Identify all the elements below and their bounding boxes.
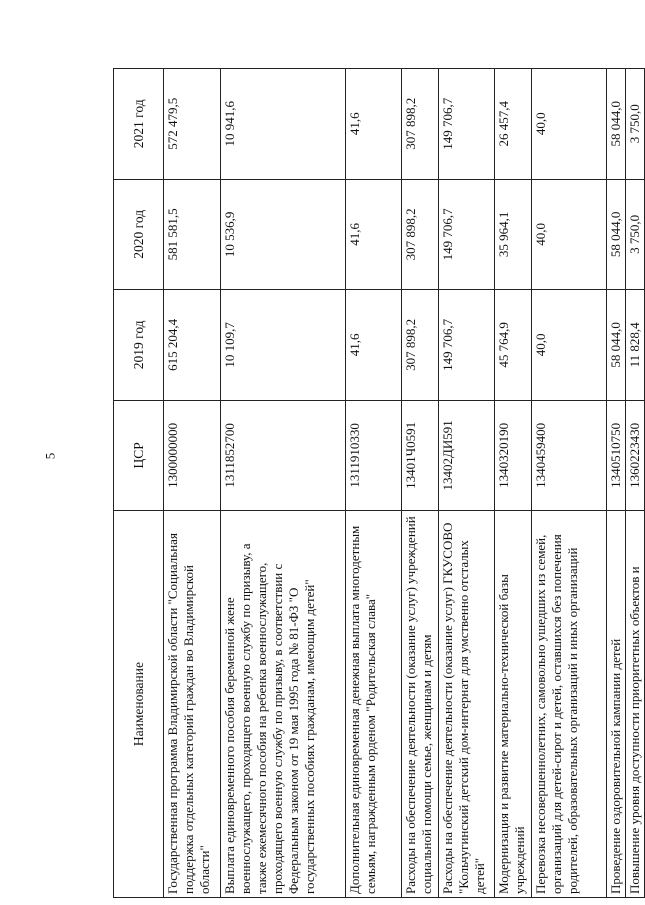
row-2021: 40,0 <box>532 69 607 180</box>
row-2021: 3 750,0 <box>626 69 645 180</box>
header-csr: ЦСР <box>114 400 164 511</box>
row-2019: 11 828,4 <box>626 290 645 401</box>
row-2020: 58 044,0 <box>607 179 626 290</box>
row-2021: 307 898,2 <box>402 69 439 180</box>
row-2020: 581 581,5 <box>164 179 221 290</box>
row-2020: 40,0 <box>532 179 607 290</box>
row-csr: 13402ДИ591 <box>439 400 495 511</box>
row-name: Расходы на обеспечение деятельности (оказание услуг) ГКУСОВО "Кольчугинский детский дом-интернат для умственно отсталых детей" <box>439 511 495 898</box>
row-csr: 1340320190 <box>495 400 532 511</box>
table-row <box>532 69 607 898</box>
row-2021: 41,6 <box>346 69 402 180</box>
row-csr: 1300000000 <box>164 400 221 511</box>
header-2020: 2020 год <box>114 179 164 290</box>
header-name: Наименование <box>114 511 164 898</box>
row-csr: 13401Ч0591 <box>402 400 439 511</box>
row-csr: 1311852700 <box>221 400 346 511</box>
row-2019: 58 044,0 <box>607 290 626 401</box>
header-2021: 2021 год <box>114 69 164 180</box>
row-name: Дополнительная единовременная денежная выплата многодетным семьям, награжденным орденом "Родительская слава" <box>346 511 402 898</box>
row-2021: 58 044,0 <box>607 69 626 180</box>
row-2021: 10 941,6 <box>221 69 346 180</box>
row-name: Перевозка несовершеннолетних, самовольно ушедших из семей, организаций для детей-сирот и детей, оставшихся без попечения родителей, образовательных организаций и иных организаций <box>532 511 607 898</box>
row-2019: 45 764,9 <box>495 290 532 401</box>
row-2020: 149 706,7 <box>439 179 495 290</box>
budget-table-rotated <box>113 68 642 898</box>
row-name: Модернизация и развитие материально-технической базы учреждений <box>495 511 532 898</box>
table-row <box>439 69 495 898</box>
row-2020: 3 750,0 <box>626 179 645 290</box>
table-row <box>164 69 221 898</box>
row-2019: 615 204,4 <box>164 290 221 401</box>
row-name: Расходы на обеспечение деятельности (оказание услуг) учреждений социальной помощи семье, женщинам и детям <box>402 511 439 898</box>
row-2020: 35 964,1 <box>495 179 532 290</box>
table-row <box>607 69 626 898</box>
row-2020: 307 898,2 <box>402 179 439 290</box>
row-2019: 41,6 <box>346 290 402 401</box>
row-2019: 10 109,7 <box>221 290 346 401</box>
row-2021: 149 706,7 <box>439 69 495 180</box>
row-2021: 26 457,4 <box>495 69 532 180</box>
row-name: Проведение оздоровительной кампании детей <box>607 511 626 898</box>
budget-table <box>113 68 645 898</box>
header-2019: 2019 год <box>114 290 164 401</box>
row-2019: 307 898,2 <box>402 290 439 401</box>
row-csr: 1340510750 <box>607 400 626 511</box>
table-row <box>221 69 346 898</box>
row-2020: 41,6 <box>346 179 402 290</box>
table-row <box>626 69 645 898</box>
row-csr: 1360223430 <box>626 400 645 511</box>
row-name: Государственная программа Владимирской области "Социальная поддержка отдельных категорий граждан во Владимирской области" <box>164 511 221 898</box>
row-csr: 1340459400 <box>532 400 607 511</box>
table-row <box>495 69 532 898</box>
page-number: 5 <box>42 452 58 460</box>
table-row <box>346 69 402 898</box>
row-name: Выплата единовременного пособия беременной жене военнослужащего, проходящего военную службу по призыву, а также ежемесячного пособия на ребенка военнослужащего, проходящего военную службу по призыву, в соответствии с Федеральным законом от 19 мая 1995 года № 81-ФЗ "О государственных пособиях гражданам, имеющим детей" <box>221 511 346 898</box>
row-csr: 1311910330 <box>346 400 402 511</box>
row-2020: 10 536,9 <box>221 179 346 290</box>
row-2021: 572 479,5 <box>164 69 221 180</box>
row-2019: 149 706,7 <box>439 290 495 401</box>
table-row <box>402 69 439 898</box>
row-name: Повышение уровня доступности приоритетных объектов и <box>626 511 645 898</box>
header-row <box>114 69 164 898</box>
row-2019: 40,0 <box>532 290 607 401</box>
